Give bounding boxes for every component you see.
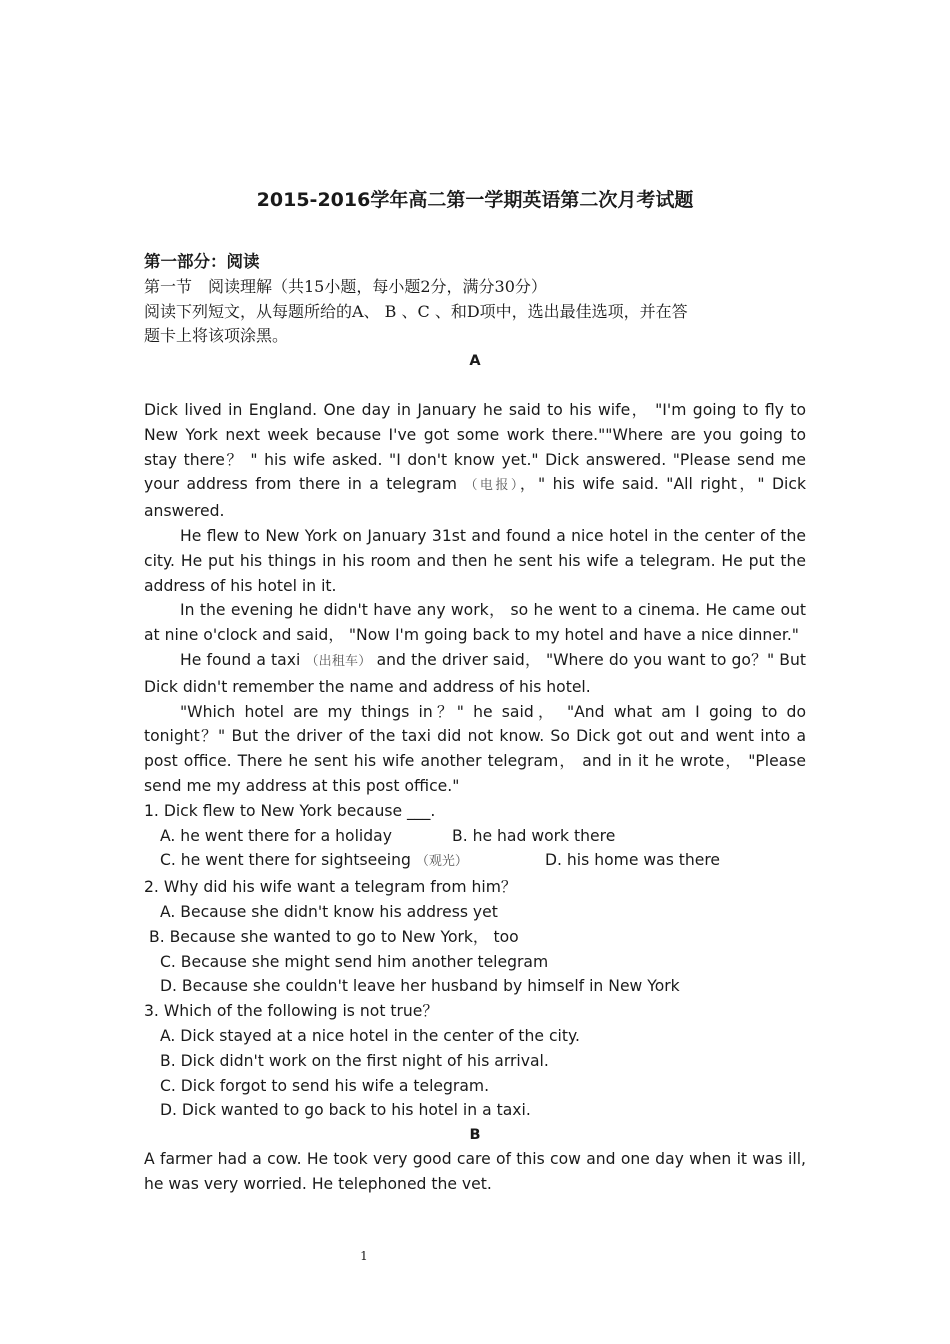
question-3-option-b: B. Dick didn't work on the first night of his arrival. xyxy=(160,1051,549,1070)
question-3-option-d: D. Dick wanted to go back to his hotel in a taxi. xyxy=(160,1101,531,1120)
question-2-stem: 2. Why did his wife want a telegram from him？ xyxy=(144,878,517,897)
option-a: A. he went there for a holiday xyxy=(160,826,392,845)
section-line: 第一节 阅读理解（共15小题，每小题2分，满分30分） xyxy=(144,276,547,296)
question-3-option-a: A. Dick stayed at a nice hotel in the center of the city. xyxy=(160,1026,580,1045)
page-number: 1 xyxy=(360,1249,368,1263)
question-3-stem: 3. Which of the following is not true？ xyxy=(144,1002,438,1021)
option-d: D. his home was there xyxy=(545,851,721,870)
gloss-note: （出租车） xyxy=(305,653,372,669)
question-2-option-c: C. Because she might send him another telegram xyxy=(160,952,549,971)
paragraph-text: ，" his wife said. "All right，" Dick answered. xyxy=(144,475,806,521)
passage-b-label: B xyxy=(469,1127,481,1144)
passage-a-body xyxy=(144,398,806,1197)
instructions-line-2: 题卡上将该项涂黑。 xyxy=(144,326,289,346)
question-2-option-b: B. Because she wanted to go to New York， too xyxy=(149,927,519,946)
question-3-option-c: C. Dick forgot to send his wife a telegram. xyxy=(160,1076,490,1095)
passage-b-paragraph-1: A farmer had a cow. He took very good care of this cow and one day when it was ill, he was very worried. He telephoned the vet. xyxy=(144,1150,806,1193)
paragraph-text: and the driver said， "Where do you want to go？" But Dick didn't remember the name and address of his hotel. xyxy=(144,650,806,696)
option-b: B. he had work there xyxy=(452,826,616,845)
gloss-note: （电报） xyxy=(464,478,520,494)
passage-a-paragraph-5: "Which hotel are my things in？" he said， "And what am I going to do tonight？" But the driver of the taxi did not know. So Dick got out and went into a post office. There he sent his wife another telegram， and in it he wrote， "Please send me my address at this post office." xyxy=(144,702,806,795)
question-2-option-a: A. Because she didn't know his address yet xyxy=(160,902,498,921)
question-1-options-cd xyxy=(144,848,806,875)
passage-a-paragraph-2: He flew to New York on January 31st and found a nice hotel in the center of the city. He put his things in his room and then he sent his wife a telegram. He put the address of his hotel in it. xyxy=(144,526,806,595)
option-text: C. he went there for sightseeing xyxy=(160,851,416,870)
question-1-stem: 1. Dick flew to New York because ___. xyxy=(144,801,436,820)
gloss-note: （观光） xyxy=(415,854,468,870)
paragraph-text: He found a taxi xyxy=(180,650,306,669)
document-page xyxy=(144,0,806,1344)
passage-a-label: A xyxy=(469,353,481,370)
part-heading: 第一部分：阅读 xyxy=(144,252,260,271)
exam-title: 2015-2016学年高二第一学期英语第二次月考试题 xyxy=(256,189,694,211)
passage-a-paragraph-3: In the evening he didn't have any work， so he went to a cinema. He came out at nine o'clock and said， "Now I'm going back to my hotel and have a nice dinner." xyxy=(144,601,806,645)
part-one-header xyxy=(144,250,806,373)
instructions-line-1: 阅读下列短文，从每题所给的A、 B 、C 、和D项中，选出最佳选项，并在答 xyxy=(144,301,688,321)
passage-a-paragraph-1 xyxy=(144,398,806,524)
question-1-options-ab xyxy=(144,824,806,849)
option-c xyxy=(160,848,545,875)
paragraph-text: Dick lived in England. One day in January he said to his wife， "I'm going to fly to New York next week because I've got some work there.""Where are you going to stay there？ " his wife asked. "I don't know yet." Dick answered. "Please send me your address from there in a telegram xyxy=(144,401,806,494)
passage-a-paragraph-4 xyxy=(144,648,806,700)
question-2-option-d: D. Because she couldn't leave her husband by himself in New York xyxy=(160,977,680,996)
